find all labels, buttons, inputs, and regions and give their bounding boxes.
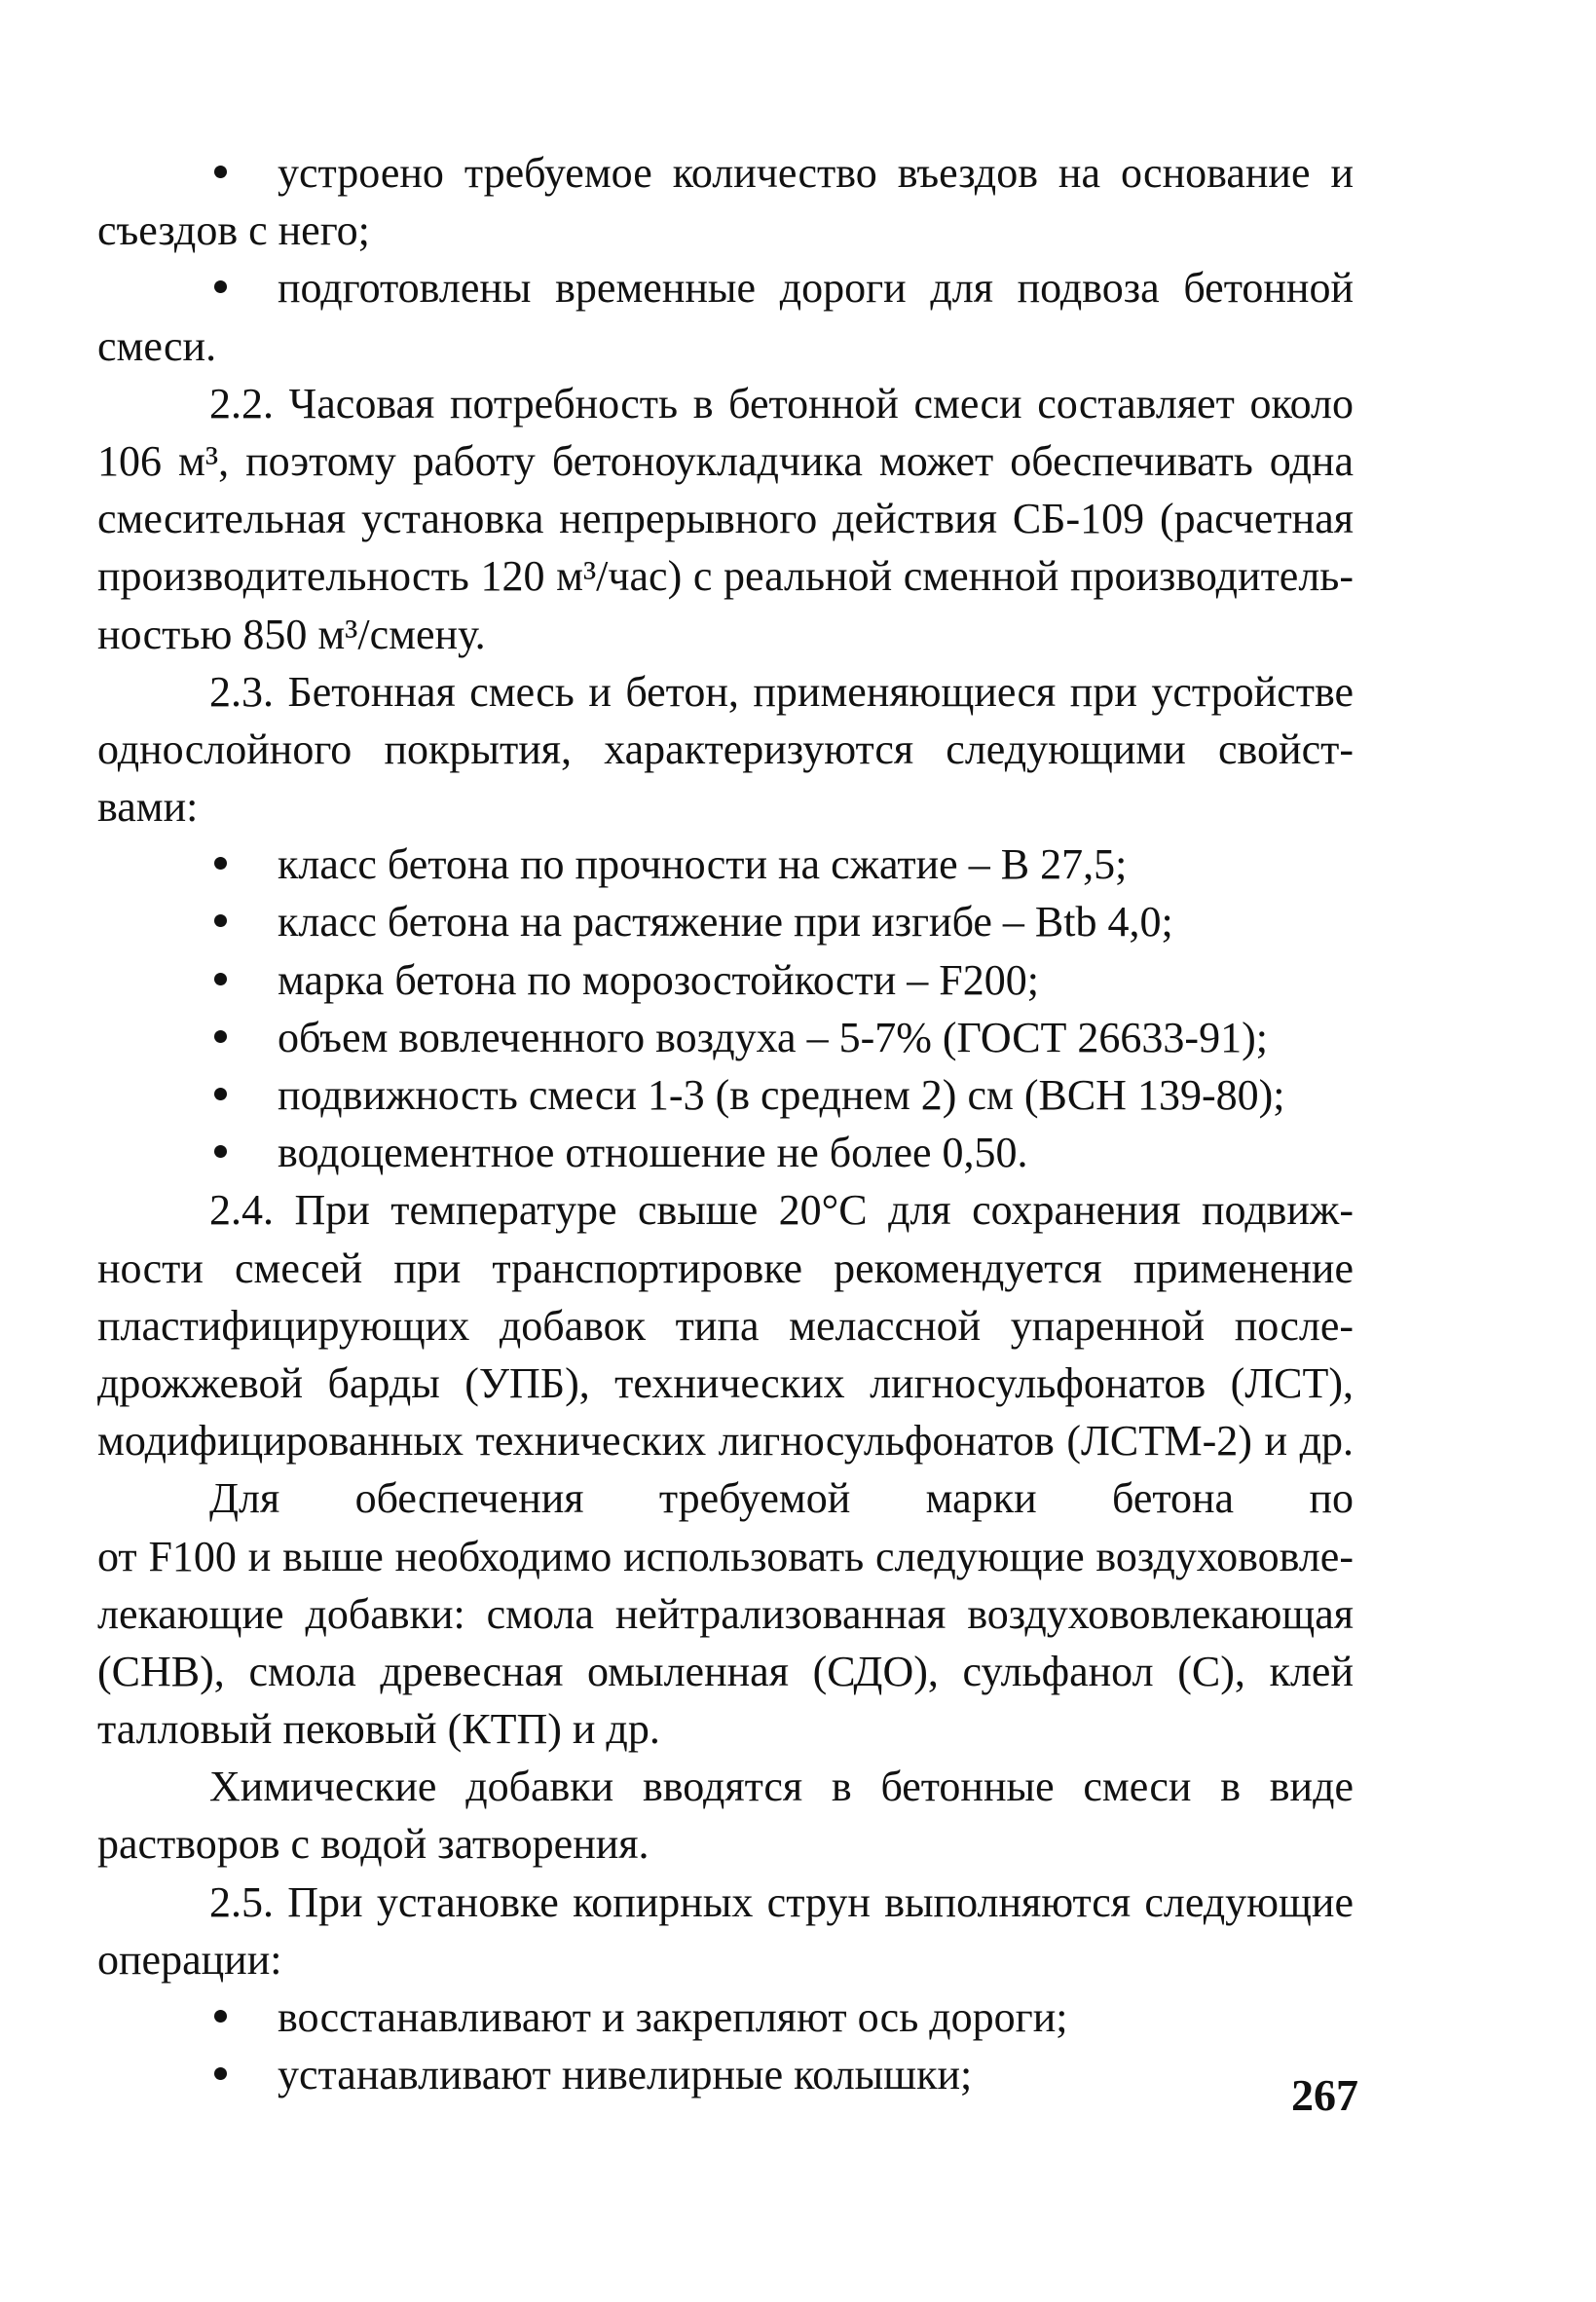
page-number: 267 <box>1291 2070 1358 2120</box>
list-item <box>97 1066 1354 1124</box>
paragraph-line: вами: <box>97 783 199 832</box>
bullet-icon <box>214 1088 227 1100</box>
paragraph-line: 106 м³, поэтому работу бетоноукладчика может обеспечивать одна <box>97 436 1354 485</box>
paragraph-line: однослойного покрытия, характеризуются следующими свойст- <box>97 724 1354 773</box>
paragraph-line: от F100 и выше необходимо использовать следующие воздухововле- <box>97 1532 1354 1580</box>
paragraph-line: дрожжевой барды (УПБ), технических лигносульфонатов (ЛСТ), <box>97 1358 1354 1407</box>
bullet-icon <box>214 1030 227 1043</box>
paragraph-line: пластифицирующих добавок типа мелассной упаренной после- <box>97 1301 1354 1350</box>
paragraph-line: производительность 120 м³/час) с реальной сменной производитель- <box>97 552 1354 601</box>
paragraph-line: 2.3. Бетонная смесь и бетон, применяющиеся при устройстве <box>209 667 1354 716</box>
list-item-text: подготовлены временные дороги для подвоза бетонной <box>278 264 1354 313</box>
paragraph-line: растворов с водой затворения. <box>97 1820 650 1869</box>
paragraph-line: 2.4. При температуре свыше 20°С для сохранения подвиж- <box>209 1186 1354 1235</box>
bullet-icon <box>214 1145 227 1158</box>
list-item-text: устроено требуемое количество въездов на основание и <box>278 149 1354 197</box>
paragraph-line: операции: <box>97 1935 282 1984</box>
paragraph-line: Химические добавки вводятся в бетонные смеси в виде <box>209 1763 1354 1811</box>
paragraph-line: (СНВ), смола древесная омыленная (СДО), сульфанол (С), клей <box>97 1647 1354 1695</box>
paragraph-line: 2.5. При установке копирных струн выполняются следующие <box>209 1877 1354 1926</box>
list-item-text: объем вовлеченного воздуха – 5-7% (ГОСТ 26633-91); <box>278 1013 1268 1061</box>
list-item-text: устанавливают нивелирные колышки; <box>278 2051 973 2099</box>
list-item <box>97 893 1354 950</box>
paragraph-line: 2.2. Часовая потребность в бетонной смеси составляет около <box>209 379 1354 427</box>
paragraph-line: ности смесей при транспортировке рекомендуется применение <box>97 1244 1354 1292</box>
list-item <box>97 951 1354 1009</box>
list-item <box>97 1988 1354 2046</box>
paragraph-line: талловый пековый (КТП) и др. <box>97 1705 660 1754</box>
list-item <box>97 144 1354 202</box>
paragraph-line: смесительная установка непрерывного действия СБ-109 (расчетная <box>97 495 1354 543</box>
list-item-text: водоцементное отношение не более 0,50. <box>278 1129 1028 1177</box>
list-item <box>97 835 1354 893</box>
paragraph-line: модифицированных технических лигносульфонатов (ЛСТМ-2) и др. <box>97 1417 1354 1466</box>
list-item <box>97 259 1354 316</box>
list-item-text: восстанавливают и закрепляют ось дороги; <box>278 1993 1068 2041</box>
paragraph-2-2 <box>97 375 1354 663</box>
page-body-text <box>97 144 1354 2103</box>
list-item <box>97 2046 1354 2103</box>
bullet-icon <box>214 280 227 293</box>
paragraph-line: лекающие добавки: смола нейтрализованная воздухововлекающая <box>97 1589 1354 1638</box>
paragraph-chemical-additives <box>97 1758 1354 1873</box>
list-item-text: класс бетона по прочности на сжатие – В 27,5; <box>278 840 1128 889</box>
bullet-icon <box>214 2067 227 2080</box>
bullet-icon <box>214 2010 227 2023</box>
list-item-continuation: съездов с него; <box>97 206 370 255</box>
list-item-text: класс бетона на растяжение при изгибе – Btb 4,0; <box>278 898 1173 947</box>
list-item <box>97 1124 1354 1181</box>
paragraph-2-4 <box>97 1181 1354 1469</box>
bullet-icon <box>214 857 227 870</box>
bullet-icon <box>214 914 227 927</box>
list-item-continuation: смеси. <box>97 321 217 370</box>
paragraph-line: ностью 850 м³/смену. <box>97 610 486 658</box>
bullet-icon <box>214 973 227 985</box>
list-item-text: подвижность смеси 1-3 (в среднем 2) см (ВСН 139-80); <box>278 1071 1285 1119</box>
paragraph-2-5 <box>97 1874 1354 1988</box>
paragraph-line: Для обеспечения требуемой марки бетона по <box>209 1474 1354 1523</box>
paragraph-frost-additives <box>97 1469 1354 1758</box>
list-item-text: марка бетона по морозостойкости – F200; <box>278 955 1039 1004</box>
paragraph-2-3 <box>97 663 1354 836</box>
bullet-icon <box>214 166 227 178</box>
list-item <box>97 1009 1354 1066</box>
